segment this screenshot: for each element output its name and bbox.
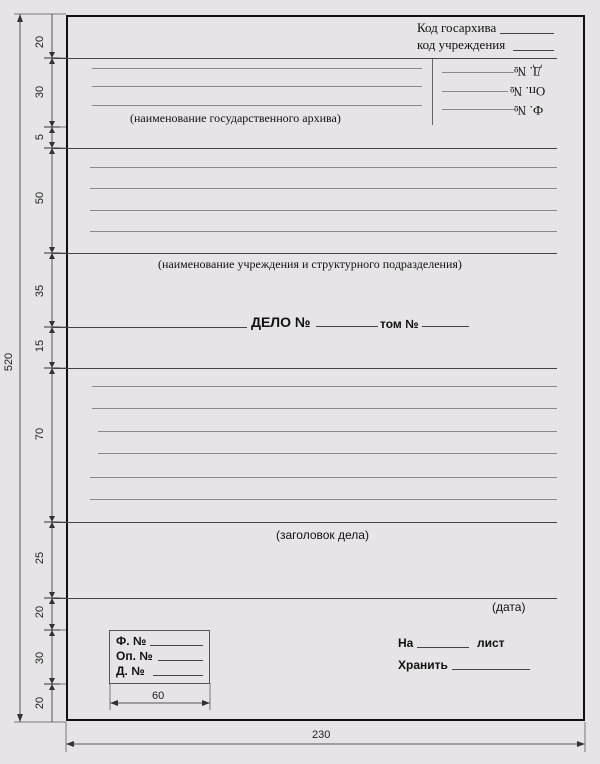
archive-name-line[interactable] [92,105,422,106]
code-field[interactable] [442,109,514,110]
archive-code-d: Д. № [514,64,542,79]
institution-name-line[interactable] [90,231,557,232]
archive-codes-divider [432,59,433,125]
dim-label: 25 [34,551,47,565]
dim-label: 20 [34,605,47,619]
institution-code-field[interactable] [513,50,554,51]
title-caption: (заголовок дела) [276,528,369,542]
keep-period-field[interactable] [452,669,530,670]
archive-caption: (наименование государственного архива) [130,111,341,125]
code-field[interactable] [442,91,508,92]
dim-label: 35 [34,284,47,298]
dim-label: 30 [34,651,47,665]
bottom-code-f: Ф. № [116,634,147,648]
sheets-prefix: На [398,636,414,650]
dim-label: 20 [34,35,47,49]
institution-name-line[interactable] [90,210,557,211]
separator [52,522,557,523]
dim-label: 20 [34,696,47,710]
dim-label: 30 [34,85,47,99]
sheets-suffix: лист [477,636,505,650]
institution-name-line[interactable] [90,167,557,168]
title-line[interactable] [98,431,557,432]
archive-code-op: Оп. № [510,84,546,99]
sheets-count-field[interactable] [417,647,469,648]
dim-total-width: 230 [312,729,331,741]
case-number-field[interactable] [316,326,378,327]
title-line[interactable] [90,477,557,478]
archive-code-label: Код госархива [417,20,497,35]
archive-name-line[interactable] [92,86,422,87]
bottom-code-op: Оп. № [116,649,153,663]
separator [52,148,557,149]
institution-name-line[interactable] [90,188,557,189]
archive-code-field[interactable] [500,33,554,34]
separator [52,368,557,369]
title-line[interactable] [92,386,557,387]
bottom-code-d-field[interactable] [153,675,203,676]
volume-number-field[interactable] [422,326,469,327]
case-label: ДЕЛО № [251,314,311,330]
separator [52,253,557,254]
separator [52,58,557,59]
dim-label: 50 [34,191,47,205]
keep-label: Хранить [398,658,448,672]
dim-label: 15 [34,339,47,353]
volume-label: том № [380,317,419,331]
title-line[interactable] [98,453,557,454]
bottom-code-f-field[interactable] [150,645,203,646]
bottom-code-d: Д. № [116,664,145,678]
archive-code-f: Ф. № [514,103,544,118]
dim-total-height: 520 [3,352,16,372]
dim-label: 5 [34,133,47,141]
code-field[interactable] [442,72,514,73]
title-line[interactable] [92,408,557,409]
bottom-code-op-field[interactable] [158,660,203,661]
case-left-line [52,327,247,328]
title-line[interactable] [90,499,557,500]
institution-code-label: код учреждения [417,37,506,52]
date-caption: (дата) [492,600,526,614]
separator [52,598,557,599]
dim-box-width: 60 [152,690,165,702]
institution-caption: (наименование учреждения и структурного подразделения) [158,257,462,271]
archive-name-line[interactable] [92,68,422,69]
dim-label: 70 [34,427,47,441]
